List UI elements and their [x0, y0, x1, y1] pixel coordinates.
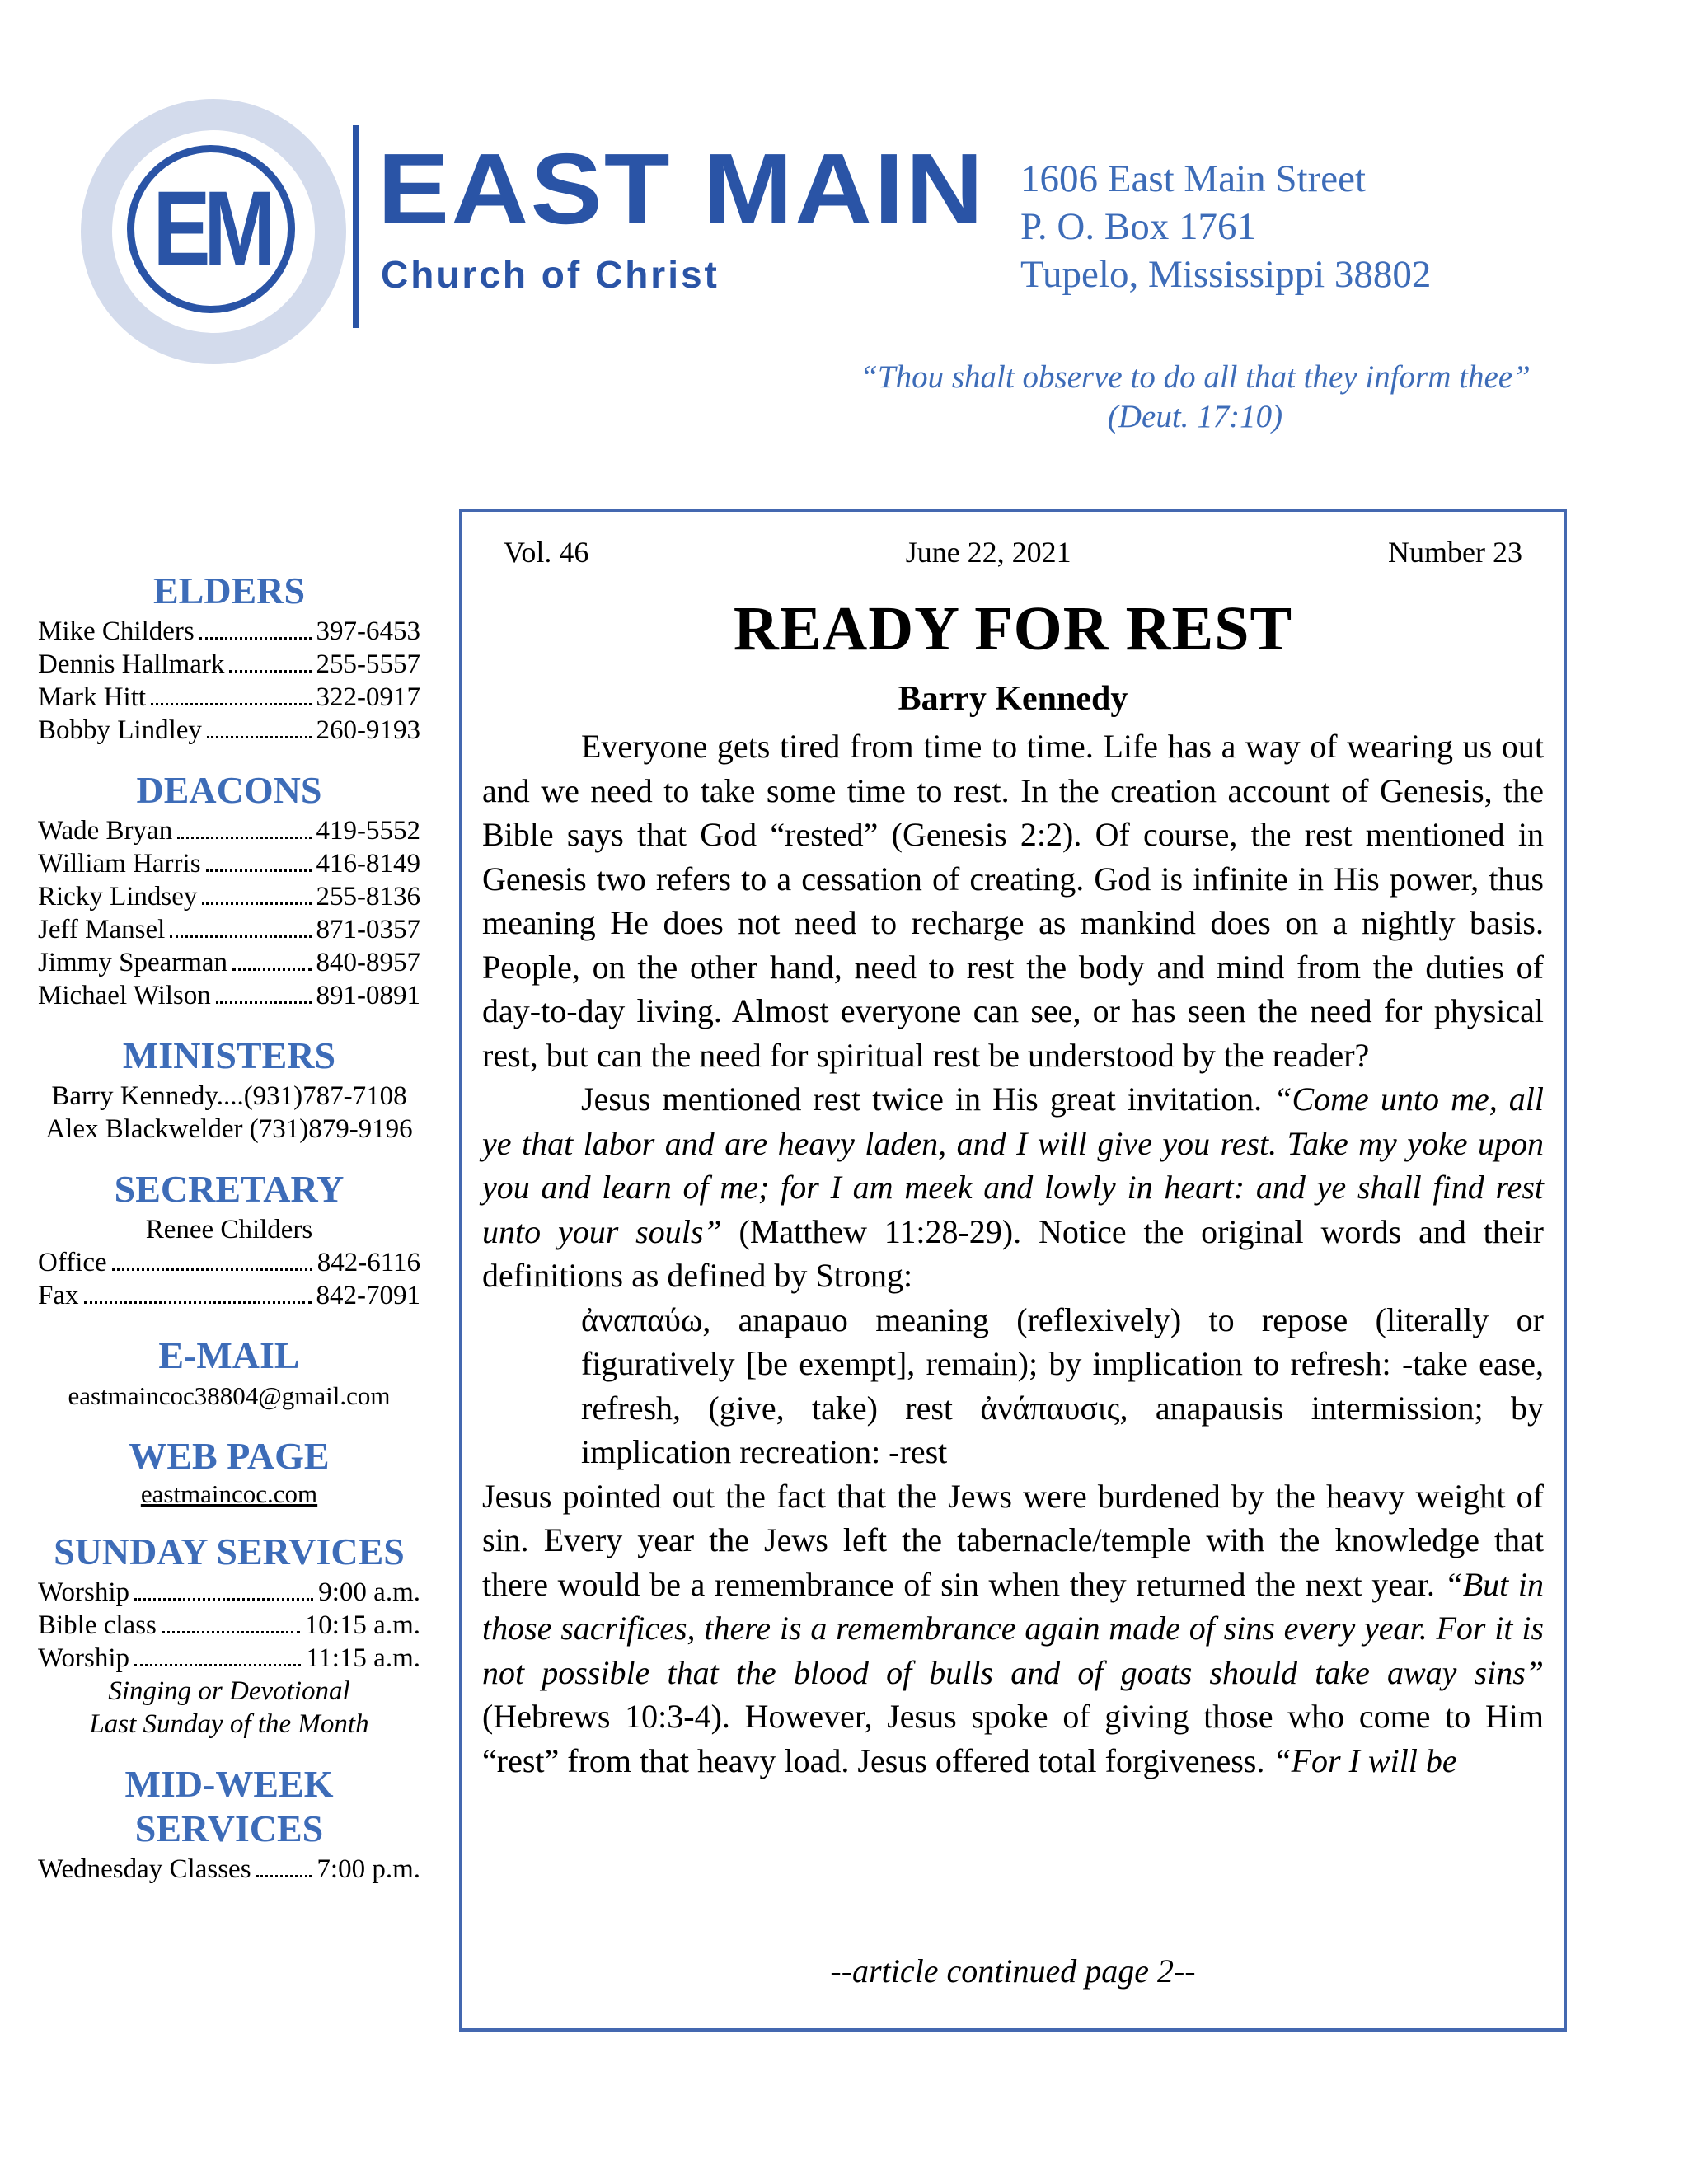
- scripture-quote: “But in those sacrifices, there is a remembrance again made of sins every year. For it is not possible that the blood of bulls and of goats should take away sins”: [482, 1565, 1544, 1691]
- person-phone: 322-0917: [316, 682, 420, 712]
- brand-subtitle: Church of Christ: [381, 253, 720, 296]
- person-phone: 891-0891: [316, 981, 420, 1010]
- elders-heading: ELDERS: [152, 569, 306, 612]
- service-name: Bible class: [38, 1610, 157, 1640]
- contact-phone: 842-6116: [316, 1248, 420, 1277]
- text: Jesus mentioned rest twice in His great invitation.: [581, 1080, 1274, 1118]
- person-phone: 840-8957: [316, 948, 420, 977]
- list-item: [38, 681, 420, 714]
- dot-leader: [206, 869, 312, 872]
- article-title: READY FOR REST: [733, 594, 1293, 663]
- minister-line: Alex Blackwelder (731)879-9196: [45, 1114, 413, 1144]
- dot-leader: [170, 935, 311, 938]
- service-name: Worship: [38, 1577, 130, 1607]
- dot-leader: [112, 1268, 312, 1271]
- person-phone: 871-0357: [316, 915, 420, 944]
- volume: Vol. 46: [504, 536, 589, 569]
- list-item: [38, 979, 420, 1012]
- person-phone: 416-8149: [316, 849, 420, 879]
- issue-number: Number 23: [1388, 536, 1522, 569]
- definition-block: ἀναπαύω, anapauo meaning (reflexively) to repose (literally or figuratively [be exempt], remain); by implication to refresh: -take ease, refresh, (give, take) rest ἀνάπαυσις, anapausis intermission; by implication recreation: -rest: [581, 1301, 1544, 1470]
- article-author: Barry Kennedy: [898, 680, 1128, 718]
- contact-phone: 842-7091: [316, 1281, 420, 1310]
- paragraph: [482, 1077, 1544, 1298]
- person-name: Michael Wilson: [38, 981, 211, 1010]
- sunday-services-heading: SUNDAY SERVICES: [54, 1530, 405, 1572]
- service-time: 10:15 a.m.: [304, 1610, 420, 1640]
- address-line: Tupelo, Mississippi 38802: [1020, 253, 1432, 296]
- list-item: [38, 648, 420, 681]
- person-name: Dennis Hallmark: [38, 649, 225, 679]
- list-item: [38, 913, 420, 946]
- dot-leader: [232, 968, 311, 971]
- brand-name: EAST MAIN: [377, 133, 986, 245]
- logo-divider: [353, 125, 359, 328]
- dot-leader: [216, 1001, 312, 1004]
- contact-label: Fax: [38, 1281, 79, 1310]
- midweek-heading-2: SERVICES: [134, 1807, 324, 1849]
- address-line: 1606 East Main Street: [1020, 157, 1367, 200]
- deacons-heading: DEACONS: [136, 769, 322, 811]
- dot-leader: [207, 736, 312, 738]
- list-item: [38, 880, 420, 913]
- person-name: Mike Childers: [38, 616, 195, 646]
- article-box: [459, 509, 1567, 2032]
- article-body: [482, 724, 1544, 1783]
- paragraph: [482, 1474, 1544, 1783]
- secretary-name: Renee Childers: [145, 1215, 313, 1244]
- contact-label: Office: [38, 1248, 107, 1277]
- list-item: [38, 615, 420, 648]
- person-name: Jimmy Spearman: [38, 948, 228, 977]
- web-heading: WEB PAGE: [129, 1435, 330, 1477]
- scripture-quote: “Come unto me, all ye that labor and are heavy laden, and I will give you rest. Take my yoke upon you and learn of me; for I am meek and lowly in heart: and ye shall find rest unto your souls”: [482, 1080, 1545, 1250]
- service-note: Singing or Devotional: [108, 1676, 350, 1706]
- service-time: 11:15 a.m.: [305, 1643, 420, 1673]
- continued-note: --article continued page 2--: [830, 1952, 1196, 1990]
- dot-leader: [256, 1875, 312, 1877]
- text: (Matthew 11:28-29). Notice the original words and their definitions as defined by Strong:: [482, 1212, 1544, 1294]
- website-link[interactable]: eastmaincoc.com: [140, 1479, 318, 1508]
- list-item: [38, 1609, 420, 1642]
- list-item: [38, 1279, 420, 1312]
- person-phone: 255-5557: [316, 649, 420, 679]
- dot-leader: [229, 670, 311, 673]
- sidebar: [38, 569, 420, 1886]
- ministers-heading: MINISTERS: [122, 1034, 336, 1076]
- dot-leader: [134, 1664, 301, 1666]
- person-name: Ricky Lindsey: [38, 882, 198, 912]
- list-item: [38, 814, 420, 847]
- motto: [824, 358, 1566, 437]
- service-name: Wednesday Classes: [38, 1854, 251, 1884]
- person-phone: 255-8136: [316, 882, 420, 912]
- elders-list: [38, 615, 420, 747]
- person-name: William Harris: [38, 849, 201, 879]
- dot-leader: [162, 1631, 300, 1633]
- motto-reference: (Deut. 17:10): [1107, 399, 1283, 434]
- church-address: [1020, 155, 1431, 298]
- midweek-heading: MID-WEEK: [124, 1763, 334, 1805]
- dot-leader: [134, 1598, 313, 1601]
- person-name: Mark Hitt: [38, 682, 147, 712]
- list-item: [38, 714, 420, 747]
- list-item: [38, 1246, 420, 1279]
- list-item: [38, 1576, 420, 1609]
- person-name: Wade Bryan: [38, 816, 173, 846]
- ministers-list: [38, 1080, 420, 1146]
- dot-leader: [177, 837, 311, 839]
- service-time: 7:00 p.m.: [316, 1854, 420, 1884]
- person-name: Jeff Mansel: [38, 915, 166, 944]
- dot-leader: [151, 703, 311, 705]
- person-phone: 419-5552: [316, 816, 420, 846]
- paragraph: Everyone gets tired from time to time. Life has a way of wearing us out and we need to take some time to rest. In the creation account of Genesis, the Bible says that God “rested” (Genesis 2:2). Of course, the rest mentioned in Genesis two refers to a cessation of creating. God is infinite in His power, thus meaning He does not need to recharge as mankind does on a nightly basis. People, on the other hand, need to rest the body and mind from the duties of day-to-day living. Almost everyone can see, or has seen the need for physical rest, but can the need for spiritual rest be understood by the reader?: [482, 728, 1544, 1074]
- list-item: [38, 1853, 420, 1886]
- motto-quote: “Thou shalt observe to do all that they inform thee”: [860, 359, 1531, 395]
- deacons-list: [38, 814, 420, 1012]
- person-phone: 397-6453: [316, 616, 420, 646]
- secretary-heading: SECRETARY: [114, 1168, 345, 1210]
- scripture-quote: “For I will be: [1273, 1741, 1457, 1779]
- logo-initials: EM: [152, 170, 270, 288]
- service-note: Last Sunday of the Month: [89, 1709, 369, 1739]
- service-name: Worship: [38, 1643, 130, 1673]
- email-heading: E-MAIL: [158, 1334, 300, 1376]
- person-name: Bobby Lindley: [38, 715, 202, 745]
- address-line: P. O. Box 1761: [1020, 205, 1256, 248]
- list-item: [38, 946, 420, 979]
- issue-date: June 22, 2021: [905, 536, 1071, 569]
- minister-line: Barry Kennedy....(931)787-7108: [51, 1081, 407, 1111]
- text: Jesus pointed out the fact that the Jews were burdened by the heavy weight of sin. Every year the Jews left the tabernacle/temple with the knowledge that there would be a remembrance of sin when they returned the next year.: [482, 1477, 1544, 1603]
- dot-leader: [84, 1301, 312, 1304]
- email-address[interactable]: eastmaincoc38804@gmail.com: [68, 1381, 391, 1410]
- issue-info: [504, 535, 1522, 569]
- dot-leader: [199, 637, 312, 640]
- list-item: [38, 847, 420, 880]
- list-item: [38, 1642, 420, 1675]
- text: (Hebrews 10:3-4). However, Jesus spoke of giving those who come to Him “rest” from that heavy load. Jesus offered total forgiveness.: [482, 1698, 1544, 1779]
- dot-leader: [202, 902, 311, 905]
- service-time: 9:00 a.m.: [318, 1577, 420, 1607]
- person-phone: 260-9193: [316, 715, 420, 745]
